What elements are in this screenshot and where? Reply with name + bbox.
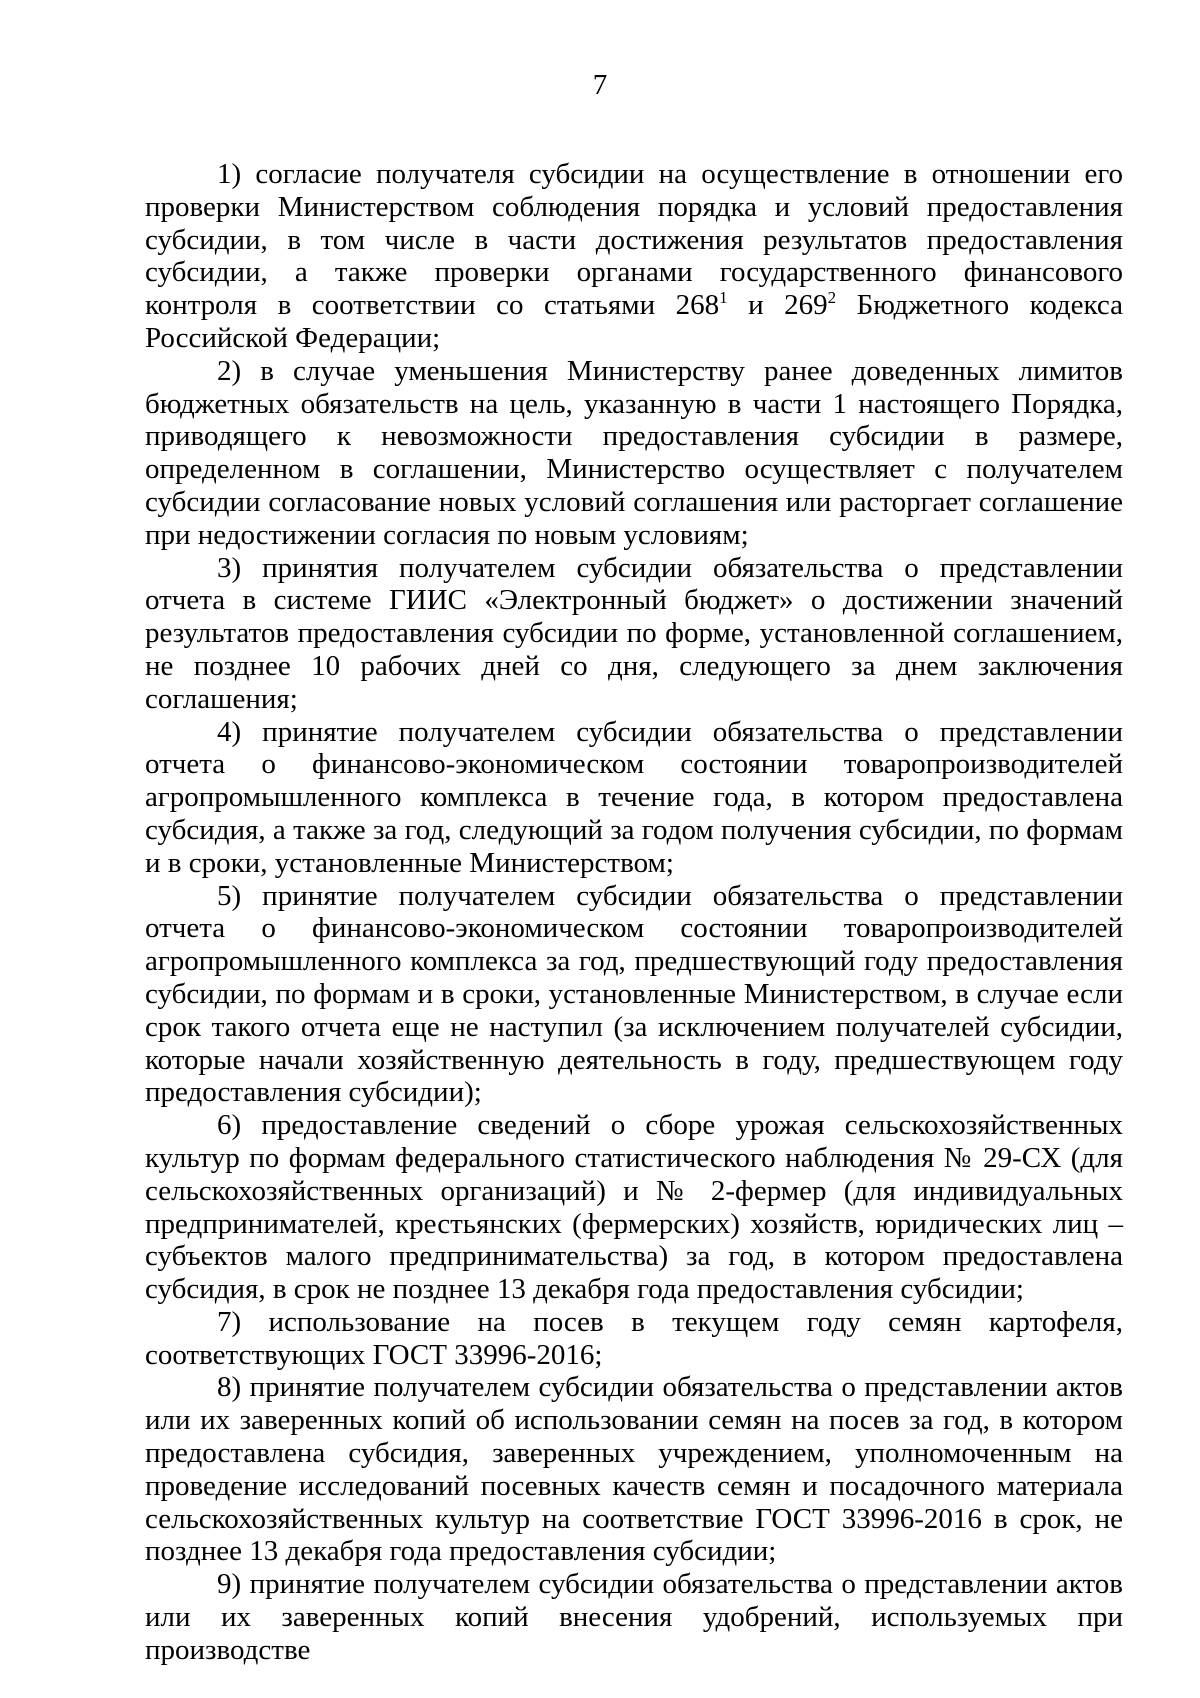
text-segment: 2) в случае уменьшения Министерству ранее доведенных лимитов бюджетных обязательств на цель, указанную в части 1 настоящего Порядка, приводящего к невозможности предоставления субсидии в размере, определенном в соглашении, Министерство осуществляет с получателем субсидии согласование новых условий соглашения или расторгает соглашение при недостижении согласия по новым условиям;: [145, 354, 1123, 551]
page-number: 7: [592, 69, 608, 101]
superscript: 1: [719, 288, 728, 308]
list-item-6: [145, 1109, 1123, 1306]
superscript: 2: [827, 288, 837, 308]
document-body: [145, 158, 1123, 1667]
list-item-2: [145, 355, 1123, 552]
text-segment: 8) принятие получателем субсидии обязательства о представлении актов или их заверенных копий об использовании семян на посев за год, в котором предоставлена субсидия, заверенных учреждением, уполномоченным на проведение исследований посевных качеств семян и посадочного материала сельскохозяйственных культур на соответствие ГОСТ 33996-2016 в срок, не позднее 13 декабря года предоставления субсидии;: [145, 1371, 1123, 1568]
text-segment: 5) принятие получателем субсидии обязательства о представлении отчета о финансово-экономическом состоянии товаропроизводителей агропромышленного комплекса за год, предшествующий году предоставления субсидии, по формам и в сроки, установленные Министерством, в случае если срок такого отчета еще не наступил (за исключением получателей субсидии, которые начали хозяйственную деятельность в году, предшествующем году предоставления субсидии);: [145, 879, 1123, 1109]
list-item-7: [145, 1306, 1123, 1372]
list-item-5: [145, 880, 1123, 1110]
list-item-3: [145, 552, 1123, 716]
list-item-9: [145, 1568, 1123, 1666]
text-segment: 3) принятия получателем субсидии обязательства о представлении отчета в системе ГИИС «Электронный бюджет» о достижении значений результатов предоставления субсидии по форме, установленной соглашением, не позднее 10 рабочих дней со дня, следующего за днем заключения соглашения;: [145, 551, 1123, 715]
list-item-4: [145, 716, 1123, 880]
text-segment: 9) принятие получателем субсидии обязательства о представлении актов или их заверенных копий внесения удобрений, используемых при производстве: [145, 1568, 1123, 1666]
text-segment: 1) согласие получателя субсидии на осуществление в отношении его проверки Министерством соблюдения порядка и условий предоставления субсидии, в том числе в части достижения результатов предоставления субсидии, а также проверки органами государственного финансового контроля в соответствии со статьями 268: [145, 158, 1123, 322]
list-item-1: [145, 158, 1123, 355]
list-item-8: [145, 1371, 1123, 1568]
text-segment: 7) использование на посев в текущем году семян картофеля, соответствующих ГОСТ 33996-2016;: [145, 1305, 1123, 1371]
text-segment: и 269: [727, 289, 828, 322]
text-segment: 4) принятие получателем субсидии обязательства о представлении отчета о финансово-экономическом состоянии товаропроизводителей агропромышленного комплекса в течение года, в котором предоставлена субсидия, а также за год, следующий за годом получения субсидии, по формам и в сроки, установленные Министерством;: [145, 715, 1123, 879]
text-segment: 6) предоставление сведений о сборе урожая сельскохозяйственных культур по формам федерального статистического наблюдения № 29-СХ (для сельскохозяйственных организаций) и № 2-фермер (для индивидуальных предпринимателей, крестьянских (фермерских) хозяйств, юридических лиц – субъектов малого предпринимательства) за год, в котором предоставлена субсидия, в срок не позднее 13 декабря года предоставления субсидии;: [145, 1109, 1123, 1306]
text-segment: Бюджетного кодекса Российской Федерации;: [145, 289, 1123, 354]
